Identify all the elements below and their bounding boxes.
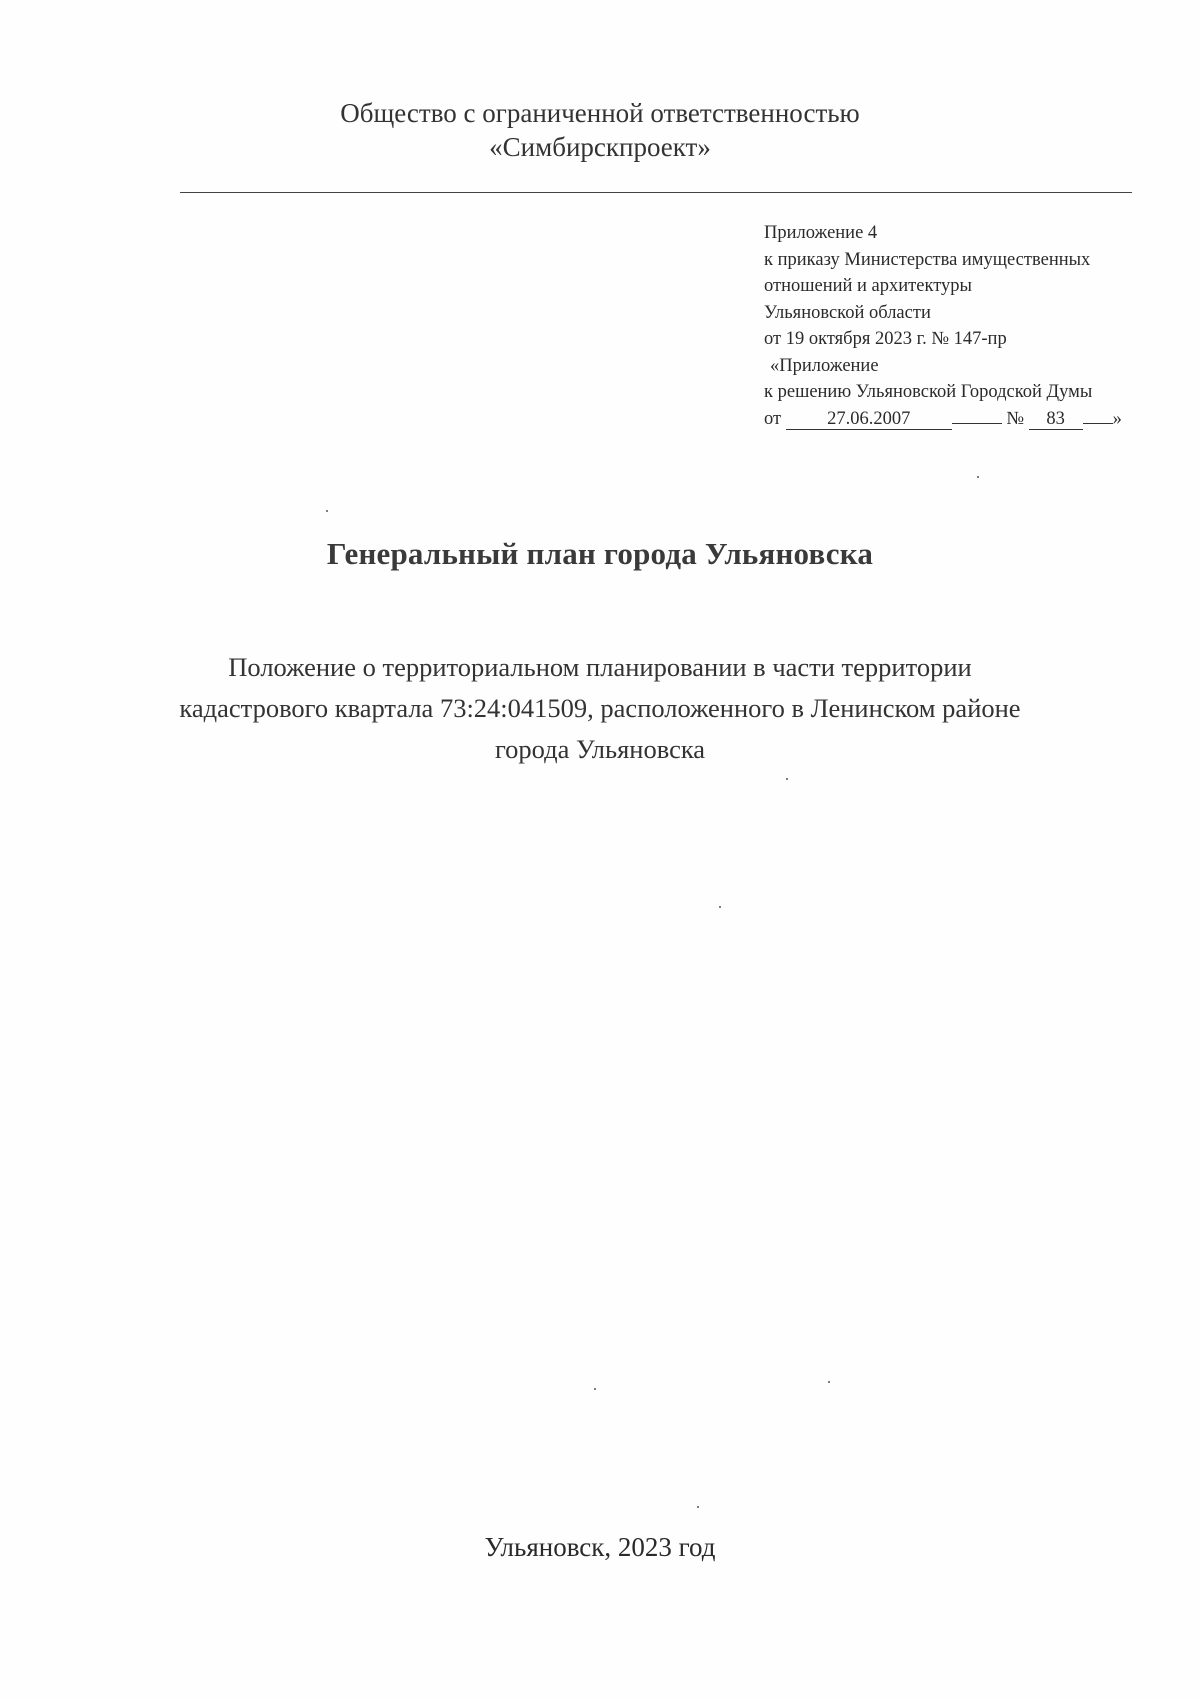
scan-speck (594, 1388, 596, 1390)
scan-speck (719, 906, 721, 908)
appendix-line: «Приложение (770, 355, 879, 376)
appendix-line: к приказу Министерства имущественных (764, 249, 1091, 270)
number-label: № (1006, 408, 1024, 429)
scan-speck (326, 510, 328, 512)
number-underline-tail (1083, 423, 1113, 424)
organization-name: Общество с ограниченной ответственностью (340, 98, 860, 128)
ot-label: от (764, 408, 782, 429)
document-title: Генеральный план города Ульяновска (326, 536, 874, 571)
date-underline-tail (952, 423, 1002, 424)
decision-number: 83 (1029, 409, 1083, 430)
appendix-line: от 19 октября 2023 г. № 147-пр (764, 329, 1007, 349)
appendix-line: к решению Ульяновской Городской Думы (764, 382, 1093, 402)
appendix-line: отношений и архитектуры (764, 276, 972, 296)
appendix-line: Ульяновской области (764, 302, 931, 323)
appendix-line: Приложение 4 (764, 223, 878, 243)
scan-speck (977, 476, 979, 478)
organization-brand: «Симбирскпроект» (489, 132, 711, 162)
appendix-date-line (764, 406, 1164, 433)
scan-speck (828, 1381, 830, 1383)
scan-speck (697, 1506, 699, 1508)
appendix-block (764, 220, 1164, 432)
subtitle-line: Положение о территориальном планировании в части территории (228, 652, 972, 682)
city-year: Ульяновск, 2023 год (484, 1532, 716, 1562)
subtitle-line: города Ульяновска (494, 734, 706, 764)
scan-speck (786, 778, 788, 780)
decision-date: 27.06.2007 (786, 409, 952, 430)
header-divider (180, 192, 1132, 193)
close-quote: » (1112, 408, 1122, 429)
subtitle-line: кадастрового квартала 73:24:041509, расположенного в Ленинском районе (179, 693, 1021, 723)
